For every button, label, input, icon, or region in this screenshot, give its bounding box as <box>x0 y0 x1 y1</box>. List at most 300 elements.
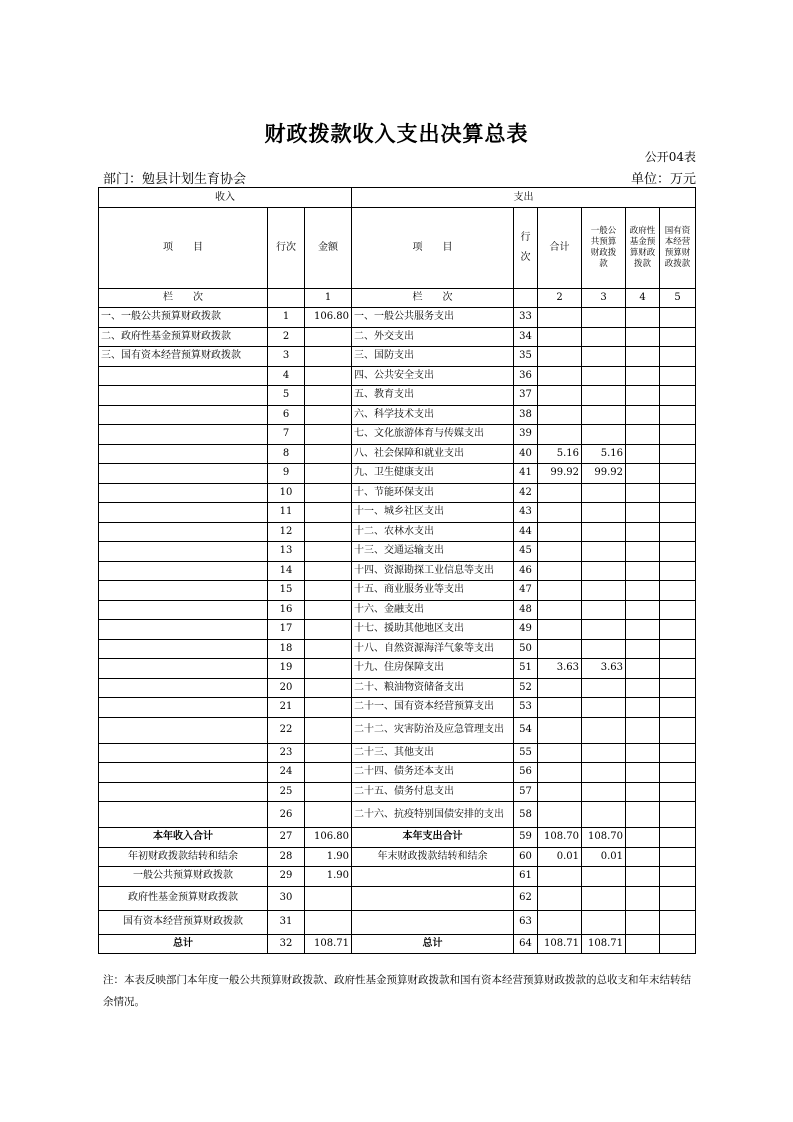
income-item <box>99 561 268 581</box>
expense-total <box>538 600 582 620</box>
income-item: 一般公共预算财政拨款 <box>99 867 268 887</box>
income-amount <box>305 503 352 523</box>
expense-total <box>538 763 582 783</box>
expense-fund <box>626 405 660 425</box>
income-row-no: 30 <box>268 886 305 910</box>
income-row-no: 9 <box>268 464 305 484</box>
expense-fund <box>626 347 660 367</box>
expense-fund <box>626 828 660 848</box>
income-item <box>99 678 268 698</box>
expense-total <box>538 425 582 445</box>
expense-row-no: 37 <box>514 386 538 406</box>
income-row-no: 15 <box>268 581 305 601</box>
income-amount: 1.90 <box>305 867 352 887</box>
col-index-label2: 栏 次 <box>352 289 514 308</box>
income-row-no: 27 <box>268 828 305 848</box>
expense-fund <box>626 743 660 763</box>
expense-state <box>660 405 696 425</box>
income-item <box>99 483 268 503</box>
income-item <box>99 522 268 542</box>
income-amount <box>305 386 352 406</box>
budget-table <box>98 187 696 954</box>
expense-row-no: 51 <box>514 659 538 679</box>
expense-fund <box>626 867 660 887</box>
expense-state <box>660 347 696 367</box>
expense-general <box>582 581 626 601</box>
income-row-no: 8 <box>268 444 305 464</box>
expense-state <box>660 847 696 867</box>
expense-total: 108.70 <box>538 828 582 848</box>
expense-total <box>538 698 582 718</box>
expense-state <box>660 782 696 802</box>
expense-general <box>582 308 626 328</box>
expense-fund <box>626 522 660 542</box>
income-amount <box>305 717 352 743</box>
income-item: 政府性基金预算财政拨款 <box>99 886 268 910</box>
expense-item: 十一、城乡社区支出 <box>352 503 514 523</box>
table-row <box>99 561 696 581</box>
income-row-no: 7 <box>268 425 305 445</box>
table-row <box>99 659 696 679</box>
expense-state <box>660 483 696 503</box>
expense-item <box>352 910 514 934</box>
expense-item: 十、节能环保支出 <box>352 483 514 503</box>
income-row-no: 10 <box>268 483 305 503</box>
expense-general <box>582 698 626 718</box>
income-amount <box>305 347 352 367</box>
expense-fund <box>626 444 660 464</box>
expense-row-no: 45 <box>514 542 538 562</box>
table-row <box>99 366 696 386</box>
expense-state <box>660 308 696 328</box>
expense-total <box>538 386 582 406</box>
expense-total <box>538 542 582 562</box>
income-row-no: 26 <box>268 802 305 828</box>
expense-item: 十八、自然资源海洋气象等支出 <box>352 639 514 659</box>
expense-general <box>582 763 626 783</box>
income-row-no: 5 <box>268 386 305 406</box>
expense-item: 九、卫生健康支出 <box>352 464 514 484</box>
expense-total <box>538 483 582 503</box>
expense-row-no: 49 <box>514 620 538 640</box>
table-row <box>99 847 696 867</box>
income-row-no: 31 <box>268 910 305 934</box>
expense-row-no: 46 <box>514 561 538 581</box>
income-amount <box>305 327 352 347</box>
expense-state <box>660 743 696 763</box>
expense-row-no: 41 <box>514 464 538 484</box>
expense-total: 108.71 <box>538 934 582 954</box>
expense-item <box>352 886 514 910</box>
table-row <box>99 743 696 763</box>
expense-state <box>660 327 696 347</box>
expense-state <box>660 522 696 542</box>
expense-fund <box>626 910 660 934</box>
income-item <box>99 464 268 484</box>
expense-general: 3.63 <box>582 659 626 679</box>
expense-fund <box>626 802 660 828</box>
income-amount <box>305 366 352 386</box>
expense-total <box>538 717 582 743</box>
expense-row-no: 36 <box>514 366 538 386</box>
table-row <box>99 639 696 659</box>
expense-fund <box>626 717 660 743</box>
expense-fund <box>626 847 660 867</box>
expense-general <box>582 366 626 386</box>
income-amount: 106.80 <box>305 828 352 848</box>
expense-row-no: 54 <box>514 717 538 743</box>
table-row <box>99 678 696 698</box>
expense-row-no: 58 <box>514 802 538 828</box>
expense-item: 十七、援助其他地区支出 <box>352 620 514 640</box>
expense-state <box>660 717 696 743</box>
income-amount <box>305 698 352 718</box>
income-amount <box>305 581 352 601</box>
expense-row-no: 42 <box>514 483 538 503</box>
income-item: 国有资本经营预算财政拨款 <box>99 910 268 934</box>
table-row <box>99 867 696 887</box>
table-row <box>99 503 696 523</box>
expense-general <box>582 425 626 445</box>
income-item <box>99 782 268 802</box>
expense-row-no: 50 <box>514 639 538 659</box>
income-row-no: 13 <box>268 542 305 562</box>
income-item <box>99 542 268 562</box>
expense-general <box>582 600 626 620</box>
col-index-total: 2 <box>538 289 582 308</box>
expense-row-no: 39 <box>514 425 538 445</box>
expense-item: 二、外交支出 <box>352 327 514 347</box>
income-amount <box>305 802 352 828</box>
income-amount <box>305 444 352 464</box>
expense-fund <box>626 763 660 783</box>
col-index-blank <box>268 289 305 308</box>
expense-state <box>660 464 696 484</box>
expense-row-no: 52 <box>514 678 538 698</box>
expense-state <box>660 386 696 406</box>
income-amount <box>305 620 352 640</box>
income-row-no: 18 <box>268 639 305 659</box>
expense-state <box>660 659 696 679</box>
expense-state <box>660 542 696 562</box>
expense-state <box>660 620 696 640</box>
expense-total <box>538 802 582 828</box>
form-number: 公开04表 <box>644 150 696 164</box>
income-row-no: 21 <box>268 698 305 718</box>
expense-item: 二十四、债务还本支出 <box>352 763 514 783</box>
income-item <box>99 581 268 601</box>
expense-row-no: 62 <box>514 886 538 910</box>
income-amount: 108.71 <box>305 934 352 954</box>
expense-state <box>660 581 696 601</box>
col-index-general: 3 <box>582 289 626 308</box>
expense-fund <box>626 678 660 698</box>
expense-item: 十二、农林水支出 <box>352 522 514 542</box>
table-row <box>99 600 696 620</box>
expense-item: 二十三、其他支出 <box>352 743 514 763</box>
income-row-no: 28 <box>268 847 305 867</box>
table-row <box>99 425 696 445</box>
income-row-no: 2 <box>268 327 305 347</box>
table-row <box>99 717 696 743</box>
expense-general <box>582 327 626 347</box>
table-row <box>99 464 696 484</box>
table-row <box>99 934 696 954</box>
income-amount <box>305 743 352 763</box>
expense-row-no: 57 <box>514 782 538 802</box>
table-row <box>99 347 696 367</box>
expense-item <box>352 867 514 887</box>
income-item <box>99 698 268 718</box>
income-item <box>99 620 268 640</box>
income-amount <box>305 600 352 620</box>
income-item <box>99 503 268 523</box>
expense-row-no-header: 行 次 <box>514 208 538 289</box>
income-item <box>99 425 268 445</box>
table-row <box>99 308 696 328</box>
col-index-fund: 4 <box>626 289 660 308</box>
expense-row-no: 35 <box>514 347 538 367</box>
expense-general: 108.71 <box>582 934 626 954</box>
expense-fund <box>626 639 660 659</box>
expense-general <box>582 743 626 763</box>
income-amount <box>305 782 352 802</box>
income-row-no: 25 <box>268 782 305 802</box>
expense-fund <box>626 886 660 910</box>
expense-general <box>582 678 626 698</box>
expense-general <box>582 802 626 828</box>
income-row-no: 22 <box>268 717 305 743</box>
col-index-amount: 1 <box>305 289 352 308</box>
expense-total <box>538 867 582 887</box>
income-amount: 1.90 <box>305 847 352 867</box>
expense-row-no: 64 <box>514 934 538 954</box>
income-item <box>99 763 268 783</box>
table-row <box>99 620 696 640</box>
expense-general: 99.92 <box>582 464 626 484</box>
income-row-no: 17 <box>268 620 305 640</box>
expense-state <box>660 561 696 581</box>
expense-general <box>582 347 626 367</box>
expense-state <box>660 444 696 464</box>
expense-total: 3.63 <box>538 659 582 679</box>
expense-item: 七、文化旅游体育与传媒支出 <box>352 425 514 445</box>
table-row <box>99 386 696 406</box>
table-row <box>99 522 696 542</box>
income-item: 一、一般公共预算财政拨款 <box>99 308 268 328</box>
expense-state <box>660 763 696 783</box>
table-row <box>99 405 696 425</box>
expense-row-no: 48 <box>514 600 538 620</box>
col-index-blank2 <box>514 289 538 308</box>
fund-budget-header: 政府性基金预算财政拨款 <box>626 208 660 289</box>
expense-item: 十六、金融支出 <box>352 600 514 620</box>
expense-fund <box>626 386 660 406</box>
expense-general <box>582 405 626 425</box>
expense-total <box>538 639 582 659</box>
income-amount <box>305 425 352 445</box>
table-row <box>99 763 696 783</box>
expense-total <box>538 581 582 601</box>
expense-row-no: 33 <box>514 308 538 328</box>
expense-general <box>582 620 626 640</box>
income-item: 二、政府性基金预算财政拨款 <box>99 327 268 347</box>
table-row <box>99 782 696 802</box>
income-section-header: 收入 <box>99 188 352 208</box>
expense-fund <box>626 464 660 484</box>
expense-row-no: 59 <box>514 828 538 848</box>
expense-row-no: 63 <box>514 910 538 934</box>
expense-general <box>582 503 626 523</box>
expense-general <box>582 386 626 406</box>
expense-item: 二十五、债务付息支出 <box>352 782 514 802</box>
expense-item-header: 项 目 <box>352 208 514 289</box>
expense-item: 一、一般公共服务支出 <box>352 308 514 328</box>
income-item: 三、国有资本经营预算财政拨款 <box>99 347 268 367</box>
expense-total <box>538 782 582 802</box>
income-amount <box>305 910 352 934</box>
expense-fund <box>626 561 660 581</box>
expense-general <box>582 561 626 581</box>
expense-row-no: 38 <box>514 405 538 425</box>
department-label: 部门：勉县计划生育协会 <box>103 172 247 187</box>
expense-total <box>538 366 582 386</box>
general-budget-header: 一般公共预算财政拨款 <box>582 208 626 289</box>
income-row-no: 32 <box>268 934 305 954</box>
expense-total-header: 合计 <box>538 208 582 289</box>
expense-item: 二十二、灾害防治及应急管理支出 <box>352 717 514 743</box>
table-row <box>99 802 696 828</box>
income-item <box>99 600 268 620</box>
expense-row-no: 53 <box>514 698 538 718</box>
expense-total: 0.01 <box>538 847 582 867</box>
expense-row-no: 44 <box>514 522 538 542</box>
expense-total <box>538 561 582 581</box>
table-row <box>99 886 696 910</box>
expense-general: 108.70 <box>582 828 626 848</box>
expense-total <box>538 327 582 347</box>
expense-general <box>582 542 626 562</box>
expense-state <box>660 698 696 718</box>
expense-general <box>582 639 626 659</box>
expense-fund <box>626 483 660 503</box>
income-item: 总计 <box>99 934 268 954</box>
income-item <box>99 802 268 828</box>
expense-row-no: 55 <box>514 743 538 763</box>
income-row-no: 20 <box>268 678 305 698</box>
income-amount <box>305 763 352 783</box>
income-amount <box>305 561 352 581</box>
expense-total: 5.16 <box>538 444 582 464</box>
income-amount-header: 金额 <box>305 208 352 289</box>
income-amount <box>305 659 352 679</box>
expense-row-no: 60 <box>514 847 538 867</box>
income-row-no: 24 <box>268 763 305 783</box>
expense-general <box>582 886 626 910</box>
expense-item: 十五、商业服务业等支出 <box>352 581 514 601</box>
table-row <box>99 828 696 848</box>
income-row-no: 12 <box>268 522 305 542</box>
income-amount <box>305 405 352 425</box>
income-row-no-header: 行次 <box>268 208 305 289</box>
income-item <box>99 639 268 659</box>
expense-general <box>582 522 626 542</box>
expense-row-no: 43 <box>514 503 538 523</box>
table-row <box>99 483 696 503</box>
state-capital-header: 国有资本经营预算财政拨款 <box>660 208 696 289</box>
income-row-no: 1 <box>268 308 305 328</box>
expense-total <box>538 503 582 523</box>
expense-item: 六、科学技术支出 <box>352 405 514 425</box>
expense-item: 二十一、国有资本经营预算支出 <box>352 698 514 718</box>
income-amount: 106.80 <box>305 308 352 328</box>
table-row <box>99 327 696 347</box>
expense-item: 四、公共安全支出 <box>352 366 514 386</box>
expense-fund <box>626 503 660 523</box>
income-amount <box>305 483 352 503</box>
expense-row-no: 47 <box>514 581 538 601</box>
income-item-header: 项 目 <box>99 208 268 289</box>
expense-row-no: 40 <box>514 444 538 464</box>
income-row-no: 16 <box>268 600 305 620</box>
expense-fund <box>626 425 660 445</box>
expense-total <box>538 620 582 640</box>
expense-item: 二十、粮油物资储备支出 <box>352 678 514 698</box>
income-amount <box>305 639 352 659</box>
income-row-no: 23 <box>268 743 305 763</box>
expense-item: 年末财政拨款结转和结余 <box>352 847 514 867</box>
expense-state <box>660 934 696 954</box>
table-row <box>99 444 696 464</box>
expense-item: 十三、交通运输支出 <box>352 542 514 562</box>
expense-total <box>538 886 582 910</box>
expense-row-no: 34 <box>514 327 538 347</box>
income-amount <box>305 542 352 562</box>
income-item: 本年收入合计 <box>99 828 268 848</box>
expense-fund <box>626 581 660 601</box>
expense-item: 总计 <box>352 934 514 954</box>
income-item <box>99 405 268 425</box>
expense-general <box>582 910 626 934</box>
income-item <box>99 366 268 386</box>
expense-fund <box>626 600 660 620</box>
expense-state <box>660 886 696 910</box>
expense-general <box>582 782 626 802</box>
expense-total <box>538 522 582 542</box>
income-amount <box>305 678 352 698</box>
expense-fund <box>626 366 660 386</box>
expense-row-no: 56 <box>514 763 538 783</box>
expense-total <box>538 405 582 425</box>
expense-item: 十九、住房保障支出 <box>352 659 514 679</box>
expense-fund <box>626 327 660 347</box>
expense-total <box>538 347 582 367</box>
expense-item: 八、社会保障和就业支出 <box>352 444 514 464</box>
expense-item: 二十六、抗疫特别国债安排的支出 <box>352 802 514 828</box>
income-item <box>99 444 268 464</box>
expense-item: 十四、资源勘探工业信息等支出 <box>352 561 514 581</box>
expense-fund <box>626 542 660 562</box>
income-item: 年初财政拨款结转和结余 <box>99 847 268 867</box>
footnote: 注：本表反映部门本年度一般公共预算财政拨款、政府性基金预算财政拨款和国有资本经营预算财政拨款的总收支和年末结转结余情况。 <box>103 974 691 1008</box>
expense-state <box>660 867 696 887</box>
income-amount <box>305 886 352 910</box>
income-row-no: 4 <box>268 366 305 386</box>
income-row-no: 19 <box>268 659 305 679</box>
expense-item: 三、国防支出 <box>352 347 514 367</box>
table-row <box>99 910 696 934</box>
expense-general <box>582 867 626 887</box>
